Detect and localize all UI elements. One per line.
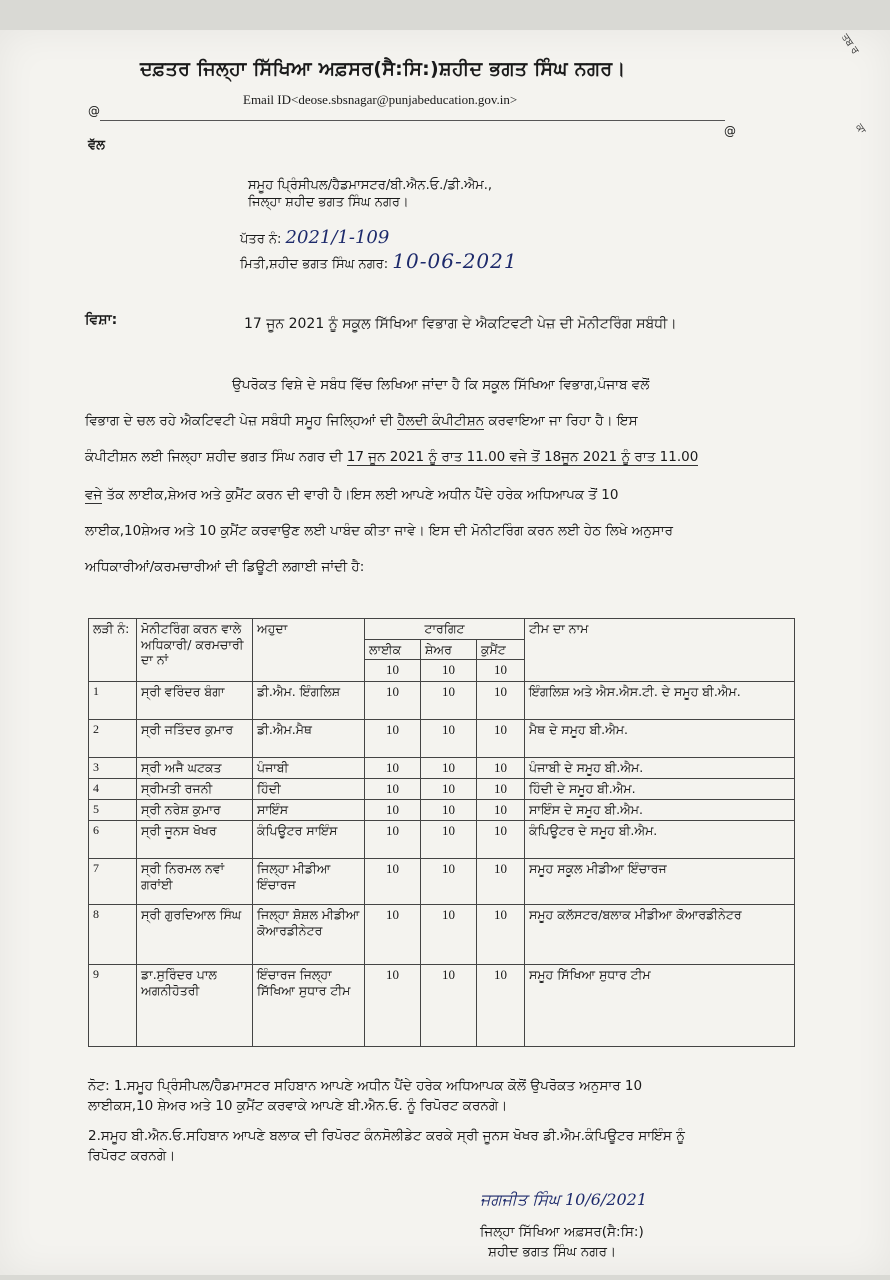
- row-serial: 5: [89, 800, 137, 821]
- reference-label: ਪੱਤਰ ਨੰ:: [240, 232, 282, 247]
- addressee-line: ਸਮੂਹ ਪ੍ਰਿੰਸੀਪਲ/ਹੈਡਮਾਸਟਰ/ਬੀ.ਐਨ.ਓ./ਡੀ.ਐਮ.,: [248, 178, 493, 193]
- row-share: 10: [421, 965, 477, 1047]
- body-text-underlined: ਹੈਲਦੀ ਕੰਪੀਟੀਸ਼ਨ: [397, 413, 485, 429]
- row-comment: 10: [477, 965, 525, 1047]
- addressee-line: ਜਿਲ੍ਹਾ ਸ਼ਹੀਦ ਭਗਤ ਸਿੰਘ ਨਗਰ।: [248, 195, 409, 210]
- row-share: 10: [421, 778, 477, 799]
- row-like: 10: [365, 905, 421, 965]
- row-designation: ਹਿੰਦੀ: [253, 778, 365, 799]
- at-symbol: @: [88, 104, 100, 118]
- row-team: ਮੈਥ ਦੇ ਸਮੂਹ ਬੀ.ਐਮ.: [525, 719, 795, 757]
- row-designation: ਪੰਜਾਬੀ: [253, 757, 365, 778]
- body-text-underlined: 17 ਜੂਨ 2021 ਨੂੰ ਰਾਤ 11.00 ਵਜੇ ਤੋਂ 18ਜੂਨ 2021 ਨੂੰ ਰਾਤ 11.00: [346, 449, 699, 465]
- duty-table: [88, 618, 795, 1047]
- date-value: 10-06-2021: [392, 249, 518, 273]
- row-share: 10: [421, 757, 477, 778]
- table-row: [89, 965, 795, 1047]
- row-officer: ਸ੍ਰੀ ਨਿਰਮਲ ਨਵਾਂ ਗਰਾਂਈ: [137, 859, 253, 905]
- row-designation: ਜਿਲ੍ਹਾ ਮੀਡੀਆ ਇੰਚਾਰਜ: [253, 859, 365, 905]
- header-share: ਸ਼ੇਅਰ: [421, 639, 477, 660]
- row-serial: 6: [89, 821, 137, 859]
- row-share: 10: [421, 821, 477, 859]
- table-row: [89, 757, 795, 778]
- signatory-place: ਸ਼ਹੀਦ ਭਗਤ ਸਿੰਘ ਨਗਰ।: [488, 1244, 617, 1260]
- row-designation: ਜਿਲ੍ਹਾ ਸ਼ੋਸ਼ਲ ਮੀਡੀਆ ਕੋਆਰਡੀਨੇਟਰ: [253, 905, 365, 965]
- row-officer: ਸ੍ਰੀ ਗੁਰਦਿਆਲ ਸਿੰਘ: [137, 905, 253, 965]
- office-email: Email ID<deose.sbsnagar@punjabeducation.gov.in>: [243, 92, 518, 107]
- row-share: 10: [421, 719, 477, 757]
- note-line: 2.ਸਮੂਹ ਬੀ.ਐਨ.ਓ.ਸਹਿਬਾਨ ਆਪਣੇ ਬਲਾਕ ਦੀ ਰਿਪੋਰਟ ਕੰਨਸੋਲੀਡੇਟ ਕਰਕੇ ਸ੍ਰੀ ਜੂਨਸ ਖੋਖਰ ਡੀ.ਐਮ.ਕੰਪਿਊਟਰ ਸਾਇੰਸ ਨੂੰ: [88, 1128, 685, 1144]
- row-share: 10: [421, 681, 477, 719]
- row-officer: ਸ੍ਰੀ ਨਰੇਸ਼ ਕੁਮਾਰ: [137, 800, 253, 821]
- body-paragraph: [85, 449, 698, 465]
- body-paragraph: [85, 413, 638, 429]
- header-serial: ਲੜੀ ਨੰ:: [89, 619, 137, 682]
- row-comment: 10: [477, 719, 525, 757]
- letter-date: [240, 249, 518, 273]
- reference-number: [240, 227, 389, 248]
- row-like: 10: [365, 800, 421, 821]
- row-share: 10: [421, 905, 477, 965]
- row-serial: 1: [89, 681, 137, 719]
- row-comment: 10: [477, 821, 525, 859]
- header-officer: ਮੋਨੀਟਰਿੰਗ ਕਰਨ ਵਾਲੇ ਅਧਿਕਾਰੀ/ ਕਰਮਚਾਰੀ ਦਾ ਨਾਂ: [137, 619, 253, 682]
- header-comment: ਕੁਮੈਂਟ: [477, 639, 525, 660]
- at-symbol: @: [724, 124, 736, 138]
- row-share: 10: [421, 859, 477, 905]
- row-designation: ਡੀ.ਐਮ. ਇੰਗਲਿਸ਼: [253, 681, 365, 719]
- row-designation: ਡੀ.ਐਮ.ਮੈਥ: [253, 719, 365, 757]
- row-like: 10: [365, 965, 421, 1047]
- row-serial: 3: [89, 757, 137, 778]
- row-officer: ਸ੍ਰੀ ਜਤਿੰਦਰ ਕੁਮਾਰ: [137, 719, 253, 757]
- divider-line: [100, 120, 725, 121]
- row-comment: 10: [477, 859, 525, 905]
- row-team: ਸਾਇੰਸ ਦੇ ਸਮੂਹ ਬੀ.ਐਮ.: [525, 800, 795, 821]
- row-team: ਸਮੂਹ ਸਕੂਲ ਮੀਡੀਆ ਇੰਚਾਰਜ: [525, 859, 795, 905]
- body-paragraph: [85, 487, 619, 503]
- signatory-title: ਜਿਲ੍ਹਾ ਸਿੱਖਿਆ ਅਫ਼ਸਰ(ਸੈ:ਸਿ:): [480, 1224, 644, 1240]
- row-designation: ਸਾਇੰਸ: [253, 800, 365, 821]
- row-like: 10: [365, 859, 421, 905]
- note-line: ਰਿਪੋਰਟ ਕਰਨਗੇ।: [88, 1148, 176, 1164]
- header-target: ਟਾਰਗਿਟ: [365, 619, 525, 640]
- row-officer: ਸ੍ਰੀ ਵਰਿੰਦਰ ਬੰਗਾ: [137, 681, 253, 719]
- body-paragraph: ਲਾਈਕ,10ਸ਼ੇਅਰ ਅਤੇ 10 ਕੁਮੈਂਟ ਕਰਵਾਉਣ ਲਈ ਪਾਬੰਦ ਕੀਤਾ ਜਾਵੇ। ਇਸ ਦੀ ਮੋਨੀਟਰਿੰਗ ਕਰਨ ਲਈ ਹੇਠ ਲਿਖੇ ਅਨੁਸਾਰ: [85, 523, 674, 539]
- subject-text: 17 ਜੂਨ 2021 ਨੂੰ ਸਕੂਲ ਸਿੱਖਿਆ ਵਿਭਾਗ ਦੇ ਐਕਟਿਵਟੀ ਪੇਜ਼ ਦੀ ਮੋਨੀਟਰਿੰਗ ਸਬੰਧੀ।: [244, 316, 677, 332]
- row-team: ਪੰਜਾਬੀ ਦੇ ਸਮੂਹ ਬੀ.ਐਮ.: [525, 757, 795, 778]
- subject-label: ਵਿਸ਼ਾ:: [85, 312, 118, 328]
- row-officer: ਸ੍ਰੀ ਅਜੈ ਘਟਕਤ: [137, 757, 253, 778]
- table-row: [89, 800, 795, 821]
- row-like: 10: [365, 719, 421, 757]
- header-comment-count: 10: [477, 660, 525, 681]
- signature-scribble: ਜਗਜੀਤ ਸਿੰਘ 10/6/2021: [480, 1190, 648, 1209]
- letter-page: [0, 30, 890, 1275]
- row-like: 10: [365, 821, 421, 859]
- row-team: ਇੰਗਲਿਸ਼ ਅਤੇ ਐਸ.ਐਸ.ਟੀ. ਦੇ ਸਮੂਹ ਬੀ.ਐਮ.: [525, 681, 795, 719]
- reference-value: 2021/1-109: [285, 227, 390, 248]
- date-label: ਮਿਤੀ,ਸ਼ਹੀਦ ਭਗਤ ਸਿੰਘ ਨਗਰ:: [240, 257, 389, 272]
- from-label: ਵੱਲ: [88, 138, 105, 153]
- table-row: [89, 681, 795, 719]
- table-header-row: [89, 619, 795, 640]
- table-row: [89, 719, 795, 757]
- header-team: ਟੀਮ ਦਾ ਨਾਮ: [525, 619, 795, 682]
- row-team: ਹਿੰਦੀ ਦੇ ਸਮੂਹ ਬੀ.ਐਮ.: [525, 778, 795, 799]
- row-like: 10: [365, 681, 421, 719]
- row-comment: 10: [477, 681, 525, 719]
- table-row: [89, 859, 795, 905]
- row-share: 10: [421, 800, 477, 821]
- table-row: [89, 778, 795, 799]
- body-text: ਕਰਵਾਇਆ ਜਾ ਰਿਹਾ ਹੈ। ਇਸ: [488, 413, 638, 429]
- row-serial: 4: [89, 778, 137, 799]
- row-serial: 9: [89, 965, 137, 1047]
- row-comment: 10: [477, 757, 525, 778]
- row-officer: ਸ੍ਰੀਮਤੀ ਰਜਨੀ: [137, 778, 253, 799]
- row-officer: ਸ੍ਰੀ ਜੂਨਸ ਖੋਖਰ: [137, 821, 253, 859]
- margin-note: ਕਾ: [852, 122, 868, 137]
- row-designation: ਕੰਪਿਊਟਰ ਸਾਇੰਸ: [253, 821, 365, 859]
- row-serial: 7: [89, 859, 137, 905]
- table-row: [89, 821, 795, 859]
- row-team: ਸਮੂਹ ਕਲੱਸਟਰ/ਬਲਾਕ ਮੀਡੀਆ ਕੋਆਰਡੀਨੇਟਰ: [525, 905, 795, 965]
- margin-note: ਤਬ ਰ: [838, 32, 861, 57]
- office-title: ਦਫ਼ਤਰ ਜਿਲ੍ਹਾ ਸਿੱਖਿਆ ਅਫ਼ਸਰ(ਸੈ:ਸਿ:)ਸ਼ਹੀਦ ਭਗਤ ਸਿੰਘ ਨਗਰ।: [140, 58, 626, 80]
- body-text: ਵਿਭਾਗ ਦੇ ਚਲ ਰਹੇ ਐਕਟਿਵਟੀ ਪੇਜ਼ ਸਬੰਧੀ ਸਮੂਹ ਜਿਲ੍ਹਿਆਂ ਦੀ: [85, 413, 394, 429]
- table-row: [89, 905, 795, 965]
- row-serial: 8: [89, 905, 137, 965]
- row-team: ਸਮੂਹ ਸਿੱਖਿਆ ਸੁਧਾਰ ਟੀਮ: [525, 965, 795, 1047]
- header-designation: ਅਹੁਦਾ: [253, 619, 365, 682]
- body-paragraph: ਉਪਰੋਕਤ ਵਿਸ਼ੇ ਦੇ ਸਬੰਧ ਵਿੱਚ ਲਿਖਿਆ ਜਾਂਦਾ ਹੈ ਕਿ ਸਕੂਲ ਸਿੱਖਿਆ ਵਿਭਾਗ,ਪੰਜਾਬ ਵਲੋਂ: [232, 377, 650, 393]
- row-team: ਕੰਪਿਊਟਰ ਦੇ ਸਮੂਹ ਬੀ.ਐਮ.: [525, 821, 795, 859]
- header-share-count: 10: [421, 660, 477, 681]
- body-text-underlined: ਵਜੇ: [85, 487, 103, 503]
- row-like: 10: [365, 757, 421, 778]
- row-officer: ਡਾ.ਸੁਰਿੰਦਰ ਪਾਲ ਅਗਨੀਹੋਤਰੀ: [137, 965, 253, 1047]
- header-like-count: 10: [365, 660, 421, 681]
- row-like: 10: [365, 778, 421, 799]
- note-line: ਨੋਟ: 1.ਸਮੂਹ ਪ੍ਰਿੰਸੀਪਲ/ਹੈਡਮਾਸਟਰ ਸਹਿਬਾਨ ਆਪਣੇ ਅਧੀਨ ਪੈਂਦੇ ਹਰੇਕ ਅਧਿਆਪਕ ਕੋਲੋਂ ਉਪਰੋਕਤ ਅਨੁਸਾਰ 10: [88, 1078, 643, 1094]
- row-comment: 10: [477, 905, 525, 965]
- row-designation: ਇੰਚਾਰਜ ਜਿਲ੍ਹਾ ਸਿੱਖਿਆ ਸੁਧਾਰ ਟੀਮ: [253, 965, 365, 1047]
- body-text: ਕੰਪੀਟੀਸ਼ਨ ਲਈ ਜਿਲ੍ਹਾ ਸ਼ਹੀਦ ਭਗਤ ਸਿੰਘ ਨਗਰ ਦੀ: [85, 449, 343, 465]
- note-line: ਲਾਈਕਸ,10 ਸ਼ੇਅਰ ਅਤੇ 10 ਕੁਮੈਂਟ ਕਰਵਾਕੇ ਆਪਣੇ ਬੀ.ਐਨ.ਓ. ਨੂੰ ਰਿਪੋਰਟ ਕਰਨਗੇ।: [88, 1098, 508, 1114]
- row-comment: 10: [477, 800, 525, 821]
- body-paragraph: ਅਧਿਕਾਰੀਆਂ/ਕਰਮਚਾਰੀਆਂ ਦੀ ਡਿਊਟੀ ਲਗਾਈ ਜਾਂਦੀ ਹੈ:: [85, 559, 365, 575]
- header-like: ਲਾਈਕ: [365, 639, 421, 660]
- row-comment: 10: [477, 778, 525, 799]
- row-serial: 2: [89, 719, 137, 757]
- body-text: ਤੱਕ ਲਾਈਕ,ਸ਼ੇਅਰ ਅਤੇ ਕੁਮੈਂਟ ਕਰਨ ਦੀ ਵਾਰੀ ਹੈ।ਇਸ ਲਈ ਆਪਣੇ ਅਧੀਨ ਪੈਂਦੇ ਹਰੇਕ ਅਧਿਆਪਕ ਤੋਂ 10: [106, 487, 619, 503]
